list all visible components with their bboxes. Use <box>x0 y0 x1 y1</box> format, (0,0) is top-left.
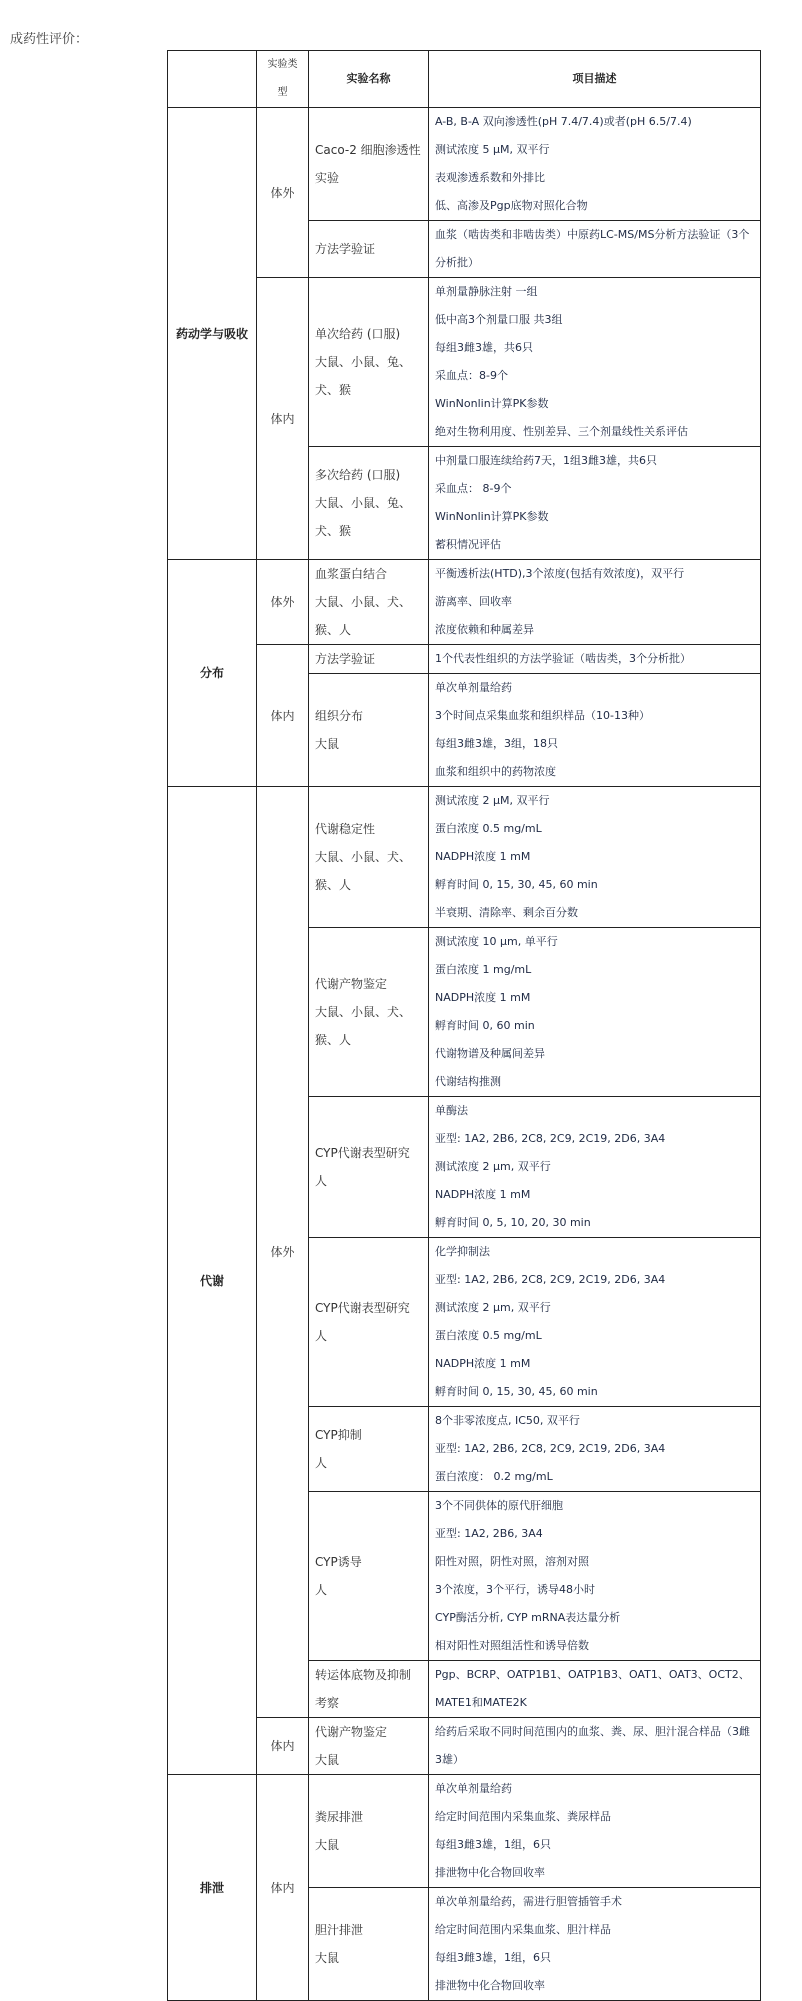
description-line: 单次单剂量给药 <box>435 681 512 694</box>
description-line: 亚型: 1A2, 2B6, 3A4 <box>435 1527 543 1540</box>
description-line: 每组3雌3雄，3组，18只 <box>435 737 558 750</box>
experiment-name-line: 人 <box>315 1456 328 1470</box>
experiment-name-cell <box>309 560 429 645</box>
experiment-name-line: 犬、猴 <box>315 383 352 397</box>
experiment-type-cell: 体内 <box>257 1718 309 1775</box>
experiment-name-line: 猴、人 <box>315 1033 352 1047</box>
description-line: 亚型: 1A2, 2B6, 2C8, 2C9, 2C19, 2D6, 3A4 <box>435 1442 666 1455</box>
description-line: 单剂量静脉注射 一组 <box>435 285 538 298</box>
experiment-name-line: CYP代谢表型研究 <box>315 1146 410 1160</box>
description-line: 表观渗透系数和外排比 <box>435 171 545 184</box>
experiment-type-cell: 体外 <box>257 787 309 1718</box>
table-row <box>168 1718 761 1775</box>
description-cell <box>429 1407 761 1492</box>
experiment-name-line: 大鼠 <box>315 1753 340 1767</box>
experiment-name-line: 犬、猴 <box>315 524 352 538</box>
description-line: 游离率、回收率 <box>435 595 512 608</box>
description-line: 化学抑制法 <box>435 1245 490 1258</box>
description-cell <box>429 1097 761 1238</box>
description-line: A-B, B-A 双向渗透性(pH 7.4/7.4)或者(pH 6.5/7.4) <box>435 115 692 128</box>
description-line: 蛋白浓度 0.5 mg/mL <box>435 1329 542 1342</box>
description-line: 相对阳性对照组活性和诱导倍数 <box>435 1639 589 1652</box>
description-line: WinNonlin计算PK参数 <box>435 397 549 410</box>
description-line: CYP酶活分析, CYP mRNA表达量分析 <box>435 1611 621 1624</box>
experiment-name-cell <box>309 278 429 447</box>
experiment-name-line: Caco-2 细胞渗透性 <box>315 143 421 157</box>
experiment-name-line: CYP代谢表型研究 <box>315 1301 410 1315</box>
experiment-name-line: 大鼠、小鼠、犬、 <box>315 1005 412 1019</box>
description-line: Pgp、BCRP、OATP1B1、OATP1B3、OAT1、OAT3、OCT2、MATE1和MATE2K <box>435 1668 750 1709</box>
description-cell <box>429 560 761 645</box>
description-line: 平衡透析法(HTD),3个浓度(包括有效浓度)，双平行 <box>435 567 685 580</box>
description-line: NADPH浓度 1 mM <box>435 1357 531 1370</box>
experiment-name-line: 方法学验证 <box>315 652 376 666</box>
description-line: 阳性对照，阴性对照，溶剂对照 <box>435 1555 589 1568</box>
description-line: 采血点： 8-9个 <box>435 482 512 495</box>
description-cell <box>429 1238 761 1407</box>
experiment-name-cell <box>309 787 429 928</box>
experiment-type-cell: 体内 <box>257 1775 309 2001</box>
experiment-name-line: CYP抑制 <box>315 1428 362 1442</box>
page-heading: 成药性评价： <box>10 32 89 47</box>
description-line: 血浆（啮齿类和非啮齿类）中原药LC-MS/MS分析方法验证（3个分析批） <box>435 228 750 269</box>
experiment-name-line: 大鼠 <box>315 1838 340 1852</box>
description-line: 单酶法 <box>435 1104 468 1117</box>
evaluation-table <box>167 50 761 2001</box>
experiment-name-line: 实验 <box>315 171 340 185</box>
table-body <box>168 108 761 2001</box>
description-line: 血浆和组织中的药物浓度 <box>435 765 556 778</box>
experiment-name-line: 大鼠 <box>315 1951 340 1965</box>
category-cell: 分布 <box>168 560 257 787</box>
experiment-name-line: 人 <box>315 1329 328 1343</box>
experiment-name-line: 人 <box>315 1583 328 1597</box>
experiment-name-line: 转运体底物及抑制 <box>315 1668 412 1682</box>
description-cell <box>429 1661 761 1718</box>
description-line: 半衰期、清除率、剩余百分数 <box>435 906 578 919</box>
experiment-name-cell <box>309 928 429 1097</box>
description-line: 低、高渗及Pgp底物对照化合物 <box>435 199 588 212</box>
experiment-name-cell <box>309 1775 429 1888</box>
description-line: 3个时间点采集血浆和组织样品（10-13种） <box>435 709 650 722</box>
description-line: 浓度依赖和种属差异 <box>435 623 534 636</box>
experiment-name-line: 大鼠、小鼠、犬、 <box>315 850 412 864</box>
table-row <box>168 1775 761 1888</box>
category-cell: 药动学与吸收 <box>168 108 257 560</box>
description-line: 孵育时间 0, 15, 30, 45, 60 min <box>435 878 598 891</box>
experiment-name-cell <box>309 1492 429 1661</box>
description-cell <box>429 447 761 560</box>
experiment-name-cell <box>309 1097 429 1238</box>
description-line: 排泄物中化合物回收率 <box>435 1866 545 1879</box>
experiment-name-line: 代谢产物鉴定 <box>315 977 388 991</box>
description-line: 每组3雌3雄，1组，6只 <box>435 1951 551 1964</box>
experiment-name-cell <box>309 447 429 560</box>
description-line: 8个非零浓度点, IC50, 双平行 <box>435 1414 580 1427</box>
description-line: 排泄物中化合物回收率 <box>435 1979 545 1992</box>
experiment-name-cell <box>309 1238 429 1407</box>
experiment-name-line: 方法学验证 <box>315 242 376 256</box>
experiment-type-cell: 体外 <box>257 108 309 278</box>
description-line: WinNonlin计算PK参数 <box>435 510 549 523</box>
category-cell: 排泄 <box>168 1775 257 2001</box>
experiment-name-line: 人 <box>315 1174 328 1188</box>
experiment-name-cell <box>309 645 429 674</box>
header-category <box>168 51 257 108</box>
experiment-type-cell: 体内 <box>257 645 309 787</box>
description-line: 蛋白浓度 1 mg/mL <box>435 963 532 976</box>
description-line: 每组3雌3雄，共6只 <box>435 341 533 354</box>
experiment-type-cell: 体内 <box>257 278 309 560</box>
description-line: 每组3雌3雄，1组，6只 <box>435 1838 551 1851</box>
description-line: 测试浓度 5 μM, 双平行 <box>435 143 550 156</box>
experiment-name-cell <box>309 1718 429 1775</box>
header-project-description: 项目描述 <box>429 51 761 108</box>
description-cell <box>429 787 761 928</box>
experiment-name-line: 考察 <box>315 1696 340 1710</box>
description-cell <box>429 1492 761 1661</box>
category-cell: 代谢 <box>168 787 257 1775</box>
description-line: 给定时间范围内采集血浆、胆汁样品 <box>435 1923 611 1936</box>
description-cell <box>429 1718 761 1775</box>
description-cell <box>429 221 761 278</box>
experiment-name-line: 代谢稳定性 <box>315 822 376 836</box>
experiment-type-cell: 体外 <box>257 560 309 645</box>
description-line: 孵育时间 0, 5, 10, 20, 30 min <box>435 1216 591 1229</box>
experiment-name-line: 粪尿排泄 <box>315 1810 364 1824</box>
description-cell <box>429 1888 761 2001</box>
experiment-name-cell <box>309 1661 429 1718</box>
description-cell <box>429 674 761 787</box>
description-line: 中剂量口服连续给药7天，1组3雌3雄，共6只 <box>435 454 657 467</box>
experiment-name-cell <box>309 674 429 787</box>
description-line: 给定时间范围内采集血浆、粪尿样品 <box>435 1810 611 1823</box>
description-line: 测试浓度 10 μm, 单平行 <box>435 935 558 948</box>
header-experiment-type: 实验类型 <box>257 51 309 108</box>
description-line: 蓄积情况评估 <box>435 538 501 551</box>
description-cell <box>429 1775 761 1888</box>
table-row <box>168 108 761 221</box>
description-line: 代谢结构推测 <box>435 1075 501 1088</box>
table-row <box>168 645 761 674</box>
experiment-name-line: 胆汁排泄 <box>315 1923 364 1937</box>
experiment-name-line: 猴、人 <box>315 623 352 637</box>
experiment-name-line: 多次给药 (口服) <box>315 468 401 482</box>
experiment-name-line: 组织分布 <box>315 709 364 723</box>
description-line: 蛋白浓度 0.5 mg/mL <box>435 822 542 835</box>
table-row <box>168 278 761 447</box>
description-line: 给药后采取不同时间范围内的血浆、粪、尿、胆汁混合样品（3雌3雄） <box>435 1725 750 1766</box>
experiment-name-line: 血浆蛋白结合 <box>315 567 388 581</box>
description-line: 绝对生物利用度、性别差异、三个剂量线性关系评估 <box>435 425 688 438</box>
description-cell <box>429 645 761 674</box>
description-line: NADPH浓度 1 mM <box>435 991 531 1004</box>
experiment-name-cell <box>309 1407 429 1492</box>
experiment-name-line: 代谢产物鉴定 <box>315 1725 388 1739</box>
description-line: NADPH浓度 1 mM <box>435 1188 531 1201</box>
description-line: NADPH浓度 1 mM <box>435 850 531 863</box>
description-line: 1个代表性组织的方法学验证（啮齿类，3个分析批） <box>435 652 691 665</box>
experiment-name-line: 猴、人 <box>315 878 352 892</box>
description-line: 单次单剂量给药，需进行胆管插管手术 <box>435 1895 622 1908</box>
table-row <box>168 787 761 928</box>
description-cell <box>429 108 761 221</box>
table-row <box>168 560 761 645</box>
description-line: 孵育时间 0, 15, 30, 45, 60 min <box>435 1385 598 1398</box>
description-line: 3个不同供体的原代肝细胞 <box>435 1499 563 1512</box>
description-line: 蛋白浓度： 0.2 mg/mL <box>435 1470 553 1483</box>
description-line: 测试浓度 2 μm, 双平行 <box>435 1301 551 1314</box>
description-line: 3个浓度，3个平行，诱导48小时 <box>435 1583 595 1596</box>
experiment-name-line: 单次给药 (口服) <box>315 327 401 341</box>
experiment-name-cell <box>309 221 429 278</box>
description-line: 测试浓度 2 μm, 双平行 <box>435 1160 551 1173</box>
description-line: 代谢物谱及种属间差异 <box>435 1047 545 1060</box>
description-cell <box>429 928 761 1097</box>
experiment-name-line: 大鼠、小鼠、兔、 <box>315 355 412 369</box>
table-header-row <box>168 51 761 108</box>
description-line: 单次单剂量给药 <box>435 1782 512 1795</box>
experiment-name-cell <box>309 1888 429 2001</box>
description-cell <box>429 278 761 447</box>
description-line: 孵育时间 0, 60 min <box>435 1019 535 1032</box>
experiment-name-line: 大鼠、小鼠、犬、 <box>315 595 412 609</box>
description-line: 亚型: 1A2, 2B6, 2C8, 2C9, 2C19, 2D6, 3A4 <box>435 1132 666 1145</box>
description-line: 低中高3个剂量口服 共3组 <box>435 313 563 326</box>
experiment-name-line: 大鼠 <box>315 737 340 751</box>
experiment-name-cell <box>309 108 429 221</box>
description-line: 亚型: 1A2, 2B6, 2C8, 2C9, 2C19, 2D6, 3A4 <box>435 1273 666 1286</box>
experiment-name-line: 大鼠、小鼠、兔、 <box>315 496 412 510</box>
experiment-name-line: CYP诱导 <box>315 1555 362 1569</box>
description-line: 测试浓度 2 μM, 双平行 <box>435 794 550 807</box>
header-experiment-name: 实验名称 <box>309 51 429 108</box>
description-line: 采血点：8-9个 <box>435 369 508 382</box>
